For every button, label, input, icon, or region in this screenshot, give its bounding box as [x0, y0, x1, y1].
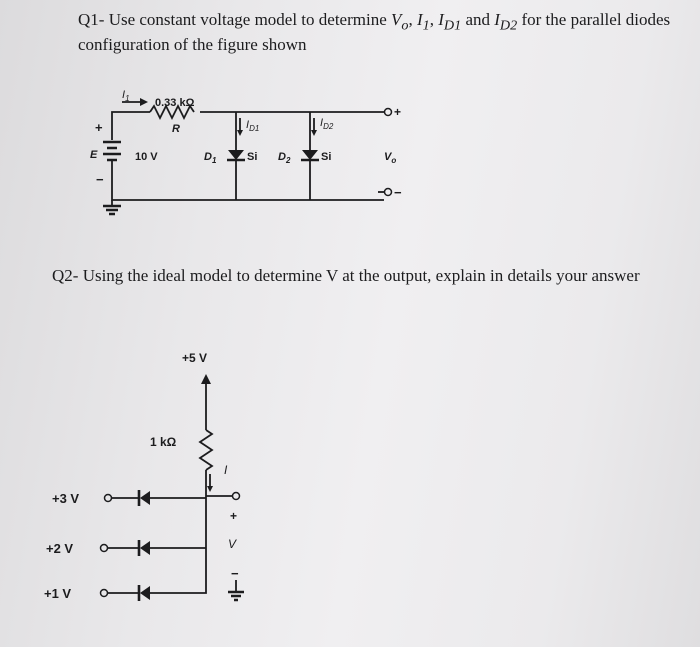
- resistor-label: 1 kΩ: [150, 435, 177, 449]
- diode-in1: [140, 491, 150, 505]
- i1-label: $I_1$: [122, 89, 130, 103]
- source-name: E: [90, 149, 98, 161]
- q1-id2: $I_{D2}$: [494, 10, 518, 34]
- id2-label: $I_{D2}$: [320, 117, 334, 131]
- resistor-value: 0.33 kΩ: [155, 97, 195, 109]
- diode-d1-symbol: [228, 150, 244, 160]
- battery-symbol: [103, 142, 121, 160]
- ground-2: [228, 592, 244, 600]
- wire-top-left: [112, 112, 150, 120]
- output-terminal-plus: [385, 109, 392, 116]
- output-terminal: [233, 493, 240, 500]
- diode-d2-label: $D_2$: [278, 151, 291, 165]
- out-v: V: [228, 537, 237, 551]
- diode-d2-material: Si: [321, 151, 332, 163]
- q1-suffix: for the parallel diodes configuration of the figure shown: [78, 10, 671, 55]
- question-2-text: Q2- Using the ideal model to determine V at the output, explain in details your answer: [52, 266, 640, 285]
- out-minus: −: [231, 566, 239, 581]
- source-minus: −: [96, 172, 104, 187]
- q1-and: and: [465, 10, 490, 29]
- diode-d1-material: Si: [247, 151, 258, 163]
- question-1-text: Q1- Use constant voltage model to determine $V_o$, $I_1$, $I_{D1}$ and $I_{D2}$ for the parallel diodes configuration of the figure shown: [78, 10, 671, 55]
- id2-arrow: [311, 130, 317, 136]
- source-plus: +: [95, 120, 103, 135]
- resistor-1k: [200, 430, 212, 470]
- input-1-label: +3 V: [52, 491, 80, 506]
- supply-arrow: [201, 374, 211, 384]
- id1-label: $I_{D1}$: [246, 119, 260, 133]
- diode-d1-label: $D_1$: [204, 151, 217, 165]
- input-3-label: +1 V: [44, 586, 72, 601]
- current-arrow: [207, 486, 213, 492]
- current-label: I: [224, 463, 228, 477]
- id1-arrow: [237, 130, 243, 136]
- output-minus: −: [394, 185, 402, 200]
- supply-label: +5 V: [182, 351, 208, 365]
- output-plus: +: [394, 105, 402, 119]
- i1-arrow: [140, 98, 148, 106]
- input-2-label: +2 V: [46, 541, 74, 556]
- diode-d2-symbol: [302, 150, 318, 160]
- q1-prefix: Q1- Use constant voltage model to determine: [78, 10, 387, 29]
- output-vo-label: $V_o$: [384, 151, 397, 165]
- diode-in2: [140, 541, 150, 555]
- ground-symbol: [103, 206, 121, 214]
- q1-vo: $V_o$: [391, 10, 409, 34]
- source-value: 10 V: [135, 151, 158, 163]
- q1-i1: $I_1$: [416, 10, 430, 34]
- out-plus: +: [230, 509, 238, 523]
- wire-bottom: [112, 160, 384, 200]
- diode-in3: [140, 586, 150, 600]
- resistor-name: R: [172, 123, 180, 135]
- output-terminal-minus: [385, 189, 392, 196]
- q1-id1: $I_{D1}$: [438, 10, 462, 34]
